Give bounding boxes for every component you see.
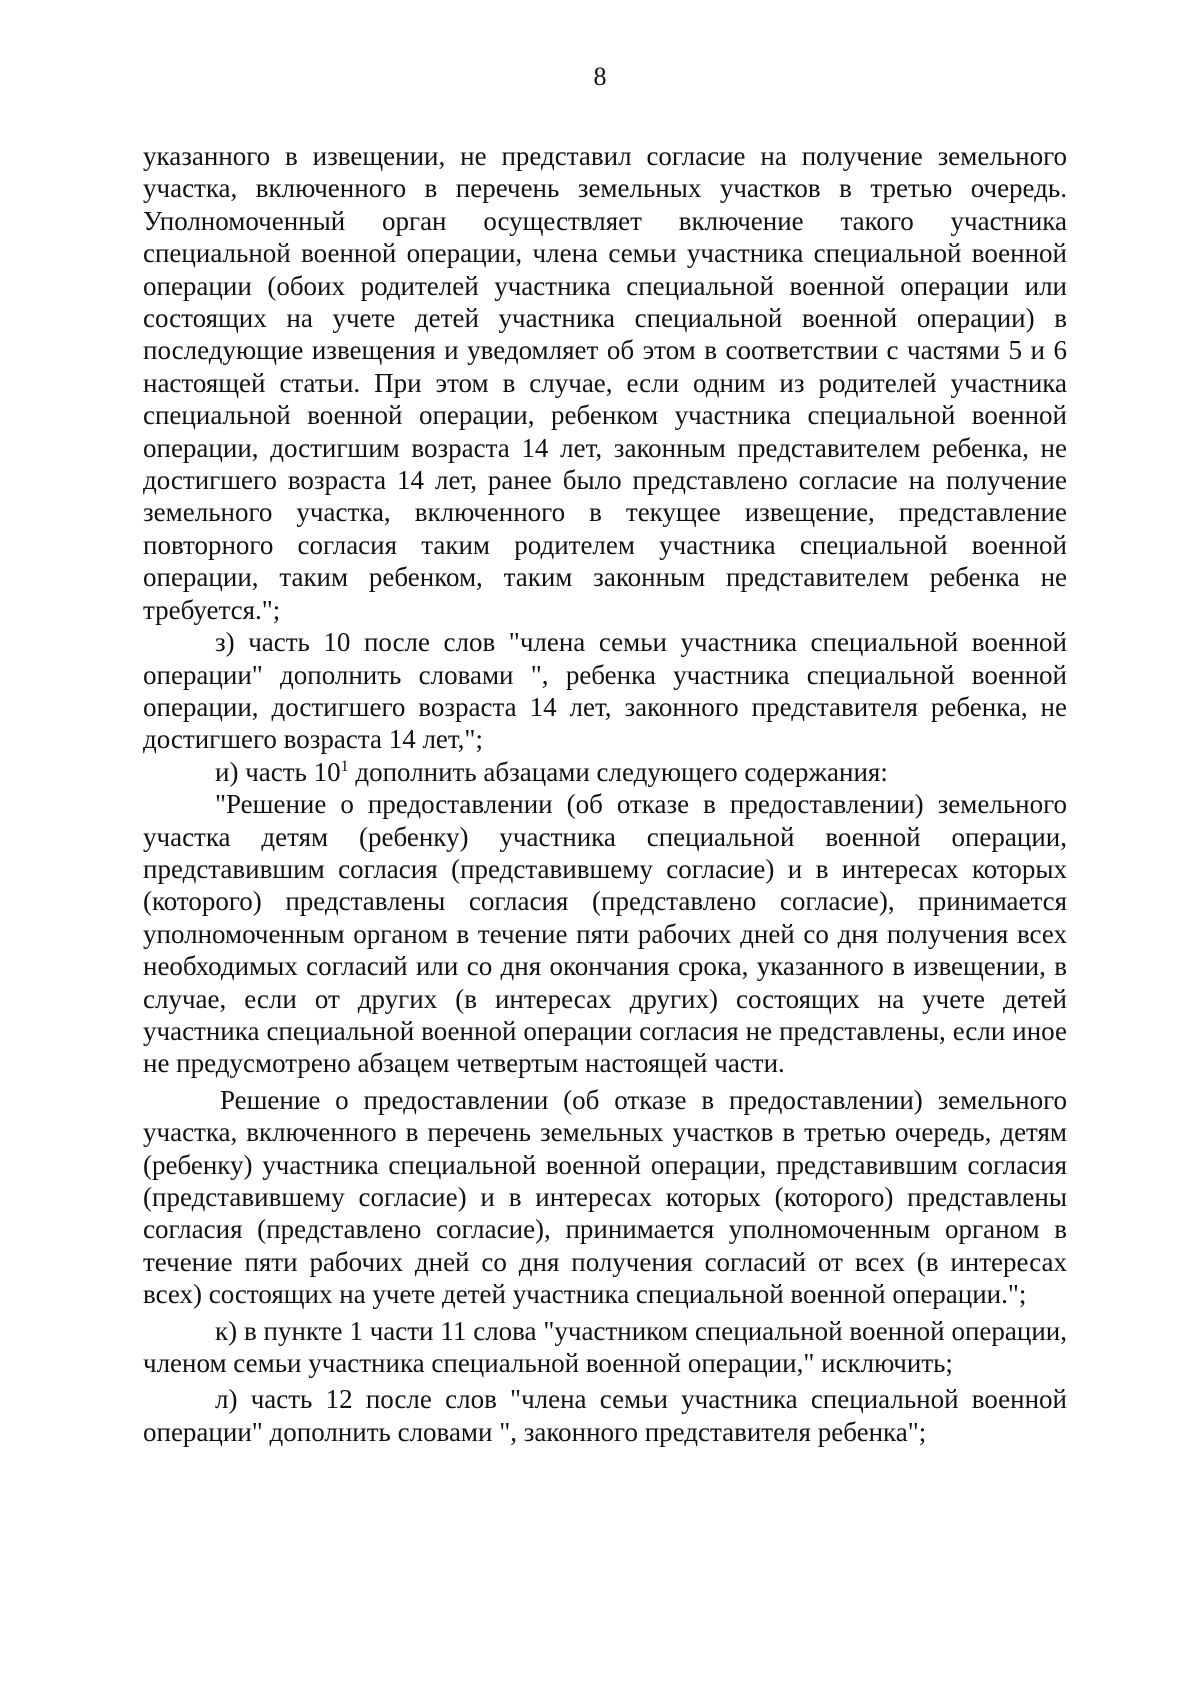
paragraph-item-l: л) часть 12 после слов "члена семьи участника специальной военной операции" дополнить словами ", законного представителя ребенка"; bbox=[143, 1384, 1067, 1447]
paragraph-quoted-decision-2: Решение о предоставлении (об отказе в предоставлении) земельного участка, включенного в перечень земельных участков в третью очередь, детям (ребенку) участника специальной военной операции, представившим согласия (представившему согласие) и в интересах которых (которого) представлены согласия (представлено согласие), принимается уполномоченным органом в течение пяти рабочих дней со дня получения согласий от всех (в интересах всех) состоящих на учете детей участника специальной военной операции."; bbox=[143, 1084, 1067, 1310]
document-body bbox=[143, 140, 1067, 1448]
paragraph-continuation: указанного в извещении, не представил согласие на получение земельного участка, включенного в перечень земельных участков в третью очередь. Уполномоченный орган осуществляет включение такого участника специальной военной операции, члена семьи участника специальной военной операции (обоих родителей участника специальной военной операции или состоящих на учете детей участника специальной военной операции) в последующие извещения и уведомляет об этом в соответствии с частями 5 и 6 настоящей статьи. При этом в случае, если одним из родителей участника специальной военной операции, ребенком участника специальной военной операции, достигшим возраста 14 лет, законным представителем ребенка, не достигшего возраста 14 лет, ранее было представлено согласие на получение земельного участка, включенного в текущее извещение, представление повторного согласия таким родителем участника специальной военной операции, таким ребенком, таким законным представителем ребенка не требуется."; bbox=[143, 141, 1067, 625]
item-i-text-start: и) часть 10 bbox=[215, 756, 341, 787]
superscript-index: 1 bbox=[340, 757, 349, 775]
paragraph-item-i bbox=[143, 756, 1067, 788]
paragraph-item-k: к) в пункте 1 части 11 слова "участником специальной военной операции, членом семьи участника специальной военной операции," исключить; bbox=[143, 1315, 1067, 1379]
item-i-text-end: дополнить абзацами следующего содержания: bbox=[348, 756, 888, 787]
paragraph-quoted-decision-1: "Решение о предоставлении (об отказе в предоставлении) земельного участка детям (ребенку) участника специальной военной операции, представившим согласия (представившему согласие) и в интересах которых (которого) представлены согласия (представлено согласие), принимается уполномоченным органом в течение пяти рабочих дней со дня получения всех необходимых согласий или со дня окончания срока, указанного в извещении, в случае, если от других (в интересах других) состоящих на учете детей участника специальной военной операции согласия не представлены, если иное не предусмотрено абзацем четвертым настоящей части. bbox=[143, 789, 1067, 1079]
paragraph-item-z: з) часть 10 после слов "члена семьи участника специальной военной операции" дополнить словами ", ребенка участника специальной военной операции, достигшего возраста 14 лет, законного представителя ребенка, не достигшего возраста 14 лет,"; bbox=[143, 627, 1067, 755]
page-number: 8 bbox=[593, 62, 607, 91]
